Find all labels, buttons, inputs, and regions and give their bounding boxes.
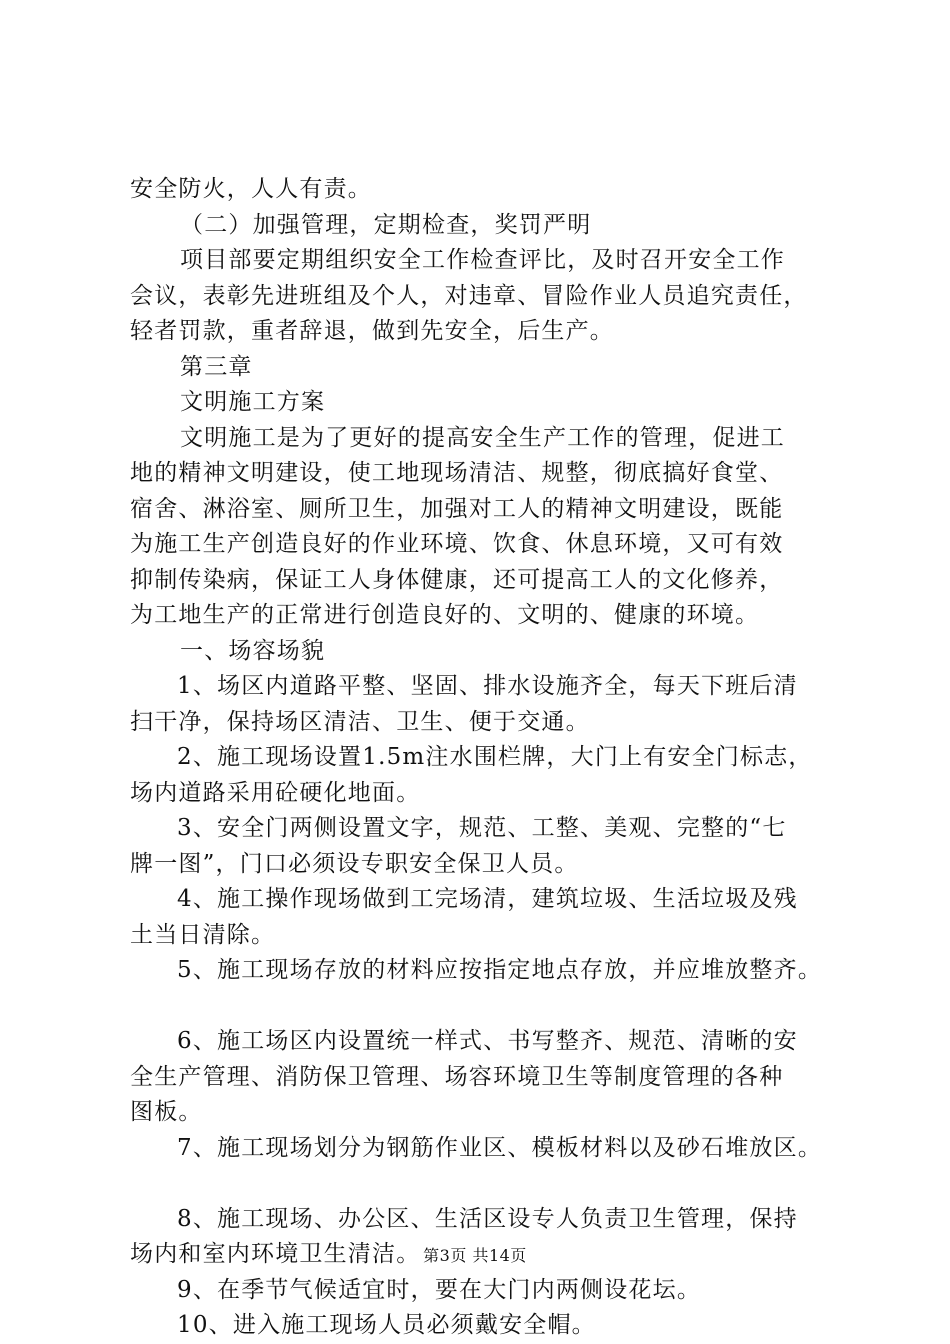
list-item: 8、施工现场、办公区、生活区设专人负责卫生管理，保持 (177, 1205, 798, 1232)
list-item: 3、安全门两侧设置文字，规范、工整、美观、完整的“七 (177, 815, 787, 841)
text-line: 宿舍、淋浴室、厕所卫生，加强对工人的精神文明建设，既能 (130, 495, 784, 522)
text-line: 安全防火，人人有责。 (130, 176, 372, 202)
section-heading: （二）加强管理，定期检查，奖罚严明 (180, 211, 592, 238)
list-item: 6、施工场区内设置统一样式、书写整齐、规范、清晰的安 (177, 1028, 798, 1054)
list-item: 10、进入施工现场人员必须戴安全帽。 (177, 1312, 596, 1338)
list-item: 2、施工现场设置1.5m注水围栏牌，大门上有安全门标志， (177, 744, 813, 770)
text-line: 场内和室内环境卫生清洁。 (130, 1241, 421, 1267)
blank-line (130, 1166, 850, 1202)
text-line: 扫干净，保持场区清洁、卫生、便于交通。 (130, 708, 590, 735)
text-line: 文明施工是为了更好的提高安全生产工作的管理，促进工 (180, 424, 785, 451)
text-line: 会议，表彰先进班组及个人，对违章、冒险作业人员追究责任， (130, 282, 808, 309)
page-number: 第3页 共14页 (423, 1246, 527, 1265)
text-line: 全生产管理、消防保卫管理、场容环境卫生等制度管理的各种 (130, 1063, 784, 1090)
text-line: 轻者罚款，重者辞退，做到先安全，后生产。 (130, 318, 614, 344)
section-heading: 一、场容场貌 (180, 637, 326, 664)
list-item: 9、在季节气候适宜时，要在大门内两侧设花坛。 (177, 1276, 702, 1303)
list-item: 7、施工现场划分为钢筋作业区、模板材料以及砂石堆放区。 (177, 1134, 823, 1161)
list-item: 1、场区内道路平整、坚固、排水设施齐全，每天下班后清 (177, 673, 798, 699)
list-item: 4、施工操作现场做到工完场清，建筑垃圾、生活垃圾及残 (177, 886, 798, 912)
document-body (130, 172, 850, 1344)
text-line: 抑制传染病，保证工人身体健康，还可提高工人的文化修养， (130, 566, 784, 593)
blank-line (130, 989, 850, 1025)
text-line: 牌一图”，门口必须设专职安全保卫人员。 (130, 850, 579, 877)
list-item: 5、施工现场存放的材料应按指定地点存放，并应堆放整齐。 (177, 957, 823, 983)
text-line: 为施工生产创造良好的作业环境、饮食、休息环境，又可有效 (130, 531, 784, 557)
text-line: 图板。 (130, 1099, 203, 1125)
text-line: 地的精神文明建设，使工地现场清洁、规整，彻底搞好食堂、 (130, 460, 784, 486)
chapter-title: 文明施工方案 (180, 389, 326, 415)
text-line: 项目部要定期组织安全工作检查评比，及时召开安全工作 (180, 247, 785, 273)
text-line: 土当日清除。 (130, 921, 276, 948)
text-line: 场内道路采用砼硬化地面。 (130, 779, 421, 806)
chapter-heading: 第三章 (180, 353, 253, 380)
text-line: 为工地生产的正常进行创造良好的、文明的、健康的环境。 (130, 602, 760, 628)
